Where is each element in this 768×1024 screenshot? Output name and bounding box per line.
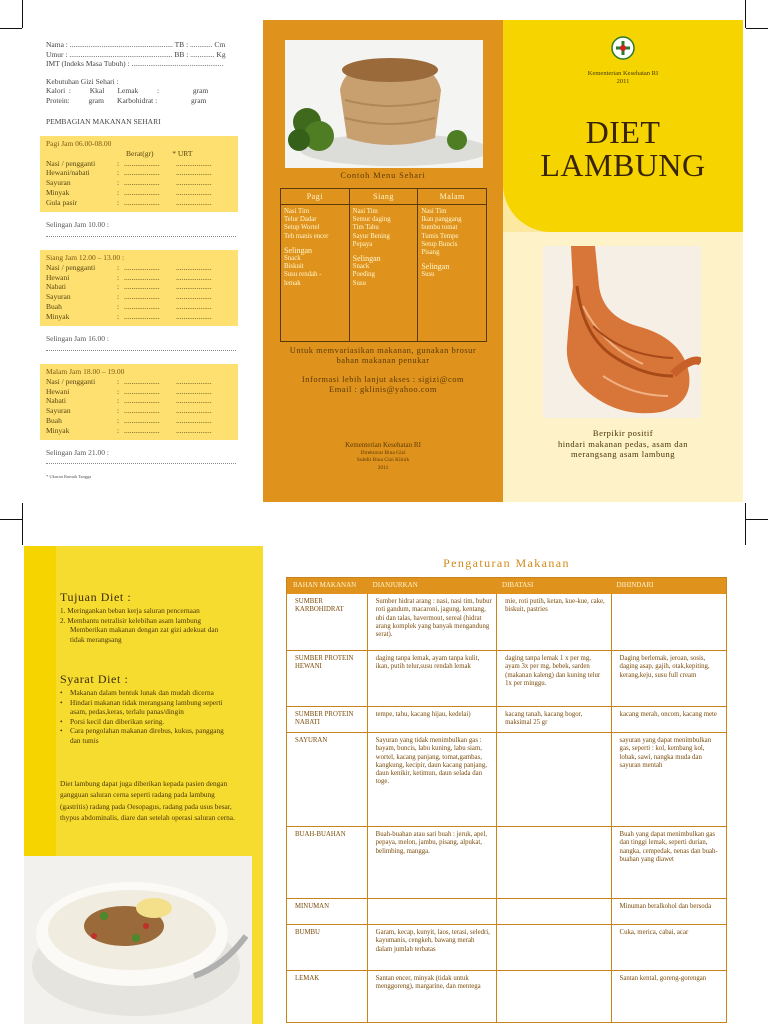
cover-title [503,116,743,182]
form-item-colon: : [116,158,120,168]
form-item-weight: ................... [124,301,160,311]
form-item-colon: : [116,376,120,386]
syarat-item-text: Hindari makanan tidak merangsang lambung seperti asam, pedas,keras, terlalu panas/dingin [70,697,223,717]
table-cell: Minuman beralkohol dan bersoda [611,899,726,924]
food-rules-table [286,577,727,1023]
table-cell: SUMBER KARBOHIDRAT [295,598,344,614]
variation-note: Untuk memvariasikan makanan, gunakan brosur bahan makanan penukar [289,345,477,365]
form-item-weight: ................... [124,168,160,178]
menu-table-header [281,189,486,205]
syarat-list [60,688,236,746]
bullet-icon: • [60,688,63,697]
menu-item: Snack [352,263,370,271]
breakfast-title: Pagi Jam 06.00-08.00 [46,139,112,148]
sample-menu-table [280,188,487,342]
menu-item: Setup Wortel [284,224,320,232]
form-item-row [46,387,232,397]
dinner-block [40,364,238,440]
form-item-label: Minyak [46,425,70,435]
menu-item: Teh manis encer [284,232,329,240]
menu-item: Snack [284,255,301,263]
tujuan-list [60,606,232,644]
menu-item: Nasi Tim [284,208,310,215]
lunch-block [40,250,238,326]
dotted-line [46,350,236,351]
form-item-colon: : [116,396,120,406]
form-item-weight: ................... [124,197,160,207]
form-item-row [46,426,232,436]
table-cell: daging tanpa lemak, ayam tanpa kulit, ikan, putih telur,susu rendah lemak [367,651,496,706]
form-item-urt: ................... [176,187,212,197]
snack-21-label: Selingan Jam 21.00 : [46,448,109,457]
table-row [287,970,726,1022]
selingan-label: Selingan [421,262,450,272]
protein-row: Protein: gram Karbohidrat : gram [46,95,207,105]
table-cell: Garam, kecap, kunyit, laos, terasi, seledri, kayumanis, cengkeh, bawang merah dalam jumlah terbatas [367,925,496,970]
table-cell: BUMBU [295,929,320,936]
form-item-colon: : [116,272,120,282]
form-item-row [46,292,232,302]
form-item-label: Hewani [46,272,70,282]
bullet-icon: • [60,697,63,707]
table-cell [367,899,496,924]
form-item-weight: ................... [124,406,160,416]
menu-item: Pisang [421,249,440,257]
cover-title-line1: DIET [585,114,661,150]
form-item-colon: : [116,197,120,207]
publisher-footer [263,442,503,472]
dinner-title: Malam Jam 18.00 – 19.00 [46,367,125,376]
header-bahan: BAHAN MAKANAN [293,581,357,589]
form-item-weight: ................... [124,425,160,435]
cover-org [503,70,743,85]
form-item-weight: ................... [124,396,160,406]
form-item-weight: ................... [124,262,160,272]
form-item-label: Nabati [46,282,66,292]
form-item-row [46,159,232,169]
menu-item: Biskuit [284,263,304,271]
table-cell: SAYURAN [295,737,328,744]
form-item-row [46,168,232,178]
diet-info-panel [24,546,263,1024]
form-item-colon: : [116,415,120,425]
form-item-weight: ................... [124,178,160,188]
dotted-line [46,236,236,237]
form-item-urt: ................... [176,396,212,406]
snack-16-label: Selingan Jam 16.00 : [46,334,109,343]
form-item-label: Gula pasir [46,197,78,207]
cover-year: 2011 [616,77,630,85]
form-item-weight: ................... [124,376,160,386]
menu-item: Ikan panggang [421,216,462,224]
menu-item: Nasi Tim [421,208,447,215]
form-item-urt: ................... [176,168,212,178]
syarat-item-text: Cara pengolahan makanan direbus, kukus, panggang dan tumis [70,726,224,745]
form-item-urt: ................... [176,197,212,207]
table-cell: Buah-buahan atau sari buah : jeruk, apel, pepaya, melon, jambu, pisang, alpukat, belimbing, mangga. [367,827,496,898]
table-cell: Buah yang dapat menimbulkan gas dan tinggi lemak, seperti durian, nangka, cempedak, nenas dan buah-buahan yang diawet [611,827,726,898]
table-row [287,594,726,650]
syarat-item [60,698,236,717]
form-item-row [46,198,232,208]
age-field: Umur : ....................................................... BB : ............. Kg [46,49,226,59]
form-item-colon: : [116,178,120,188]
table-cell: SUMBER PROTEIN HEWANI [295,655,354,671]
menu-item: Susu [352,279,366,287]
name-field: Nama : ....................................................... TB : ............ Cm [46,40,226,49]
pengaturan-title: Pengaturan Makanan [443,556,570,570]
footnote: * Ukuran Rumah Tangga [46,474,92,479]
cover-tagline [503,428,743,460]
form-item-urt: ................... [176,178,212,188]
table-cell: mie, roti putih, ketan, kue-kue, cake, biskuit, pastries [496,594,610,650]
form-item-weight: ................... [124,415,160,425]
table-cell: Santan encer, minyak (tidak untuk menggoreng), margarine, dan mentega [367,971,496,1022]
dotted-line [46,463,236,464]
table-cell [496,733,610,826]
menu-header-pagi: Pagi [306,192,323,201]
form-item-row [46,263,232,273]
table-cell: tempe, tahu, kacang hijau, kedelai) [367,707,496,732]
breakfast-block [40,136,238,212]
form-item-colon: : [116,282,120,292]
form-item-row [46,188,232,198]
footer-org: Kementerian Kesehatan RI [345,441,421,449]
form-item-urt: ................... [176,425,212,435]
crop-mark [746,28,768,29]
tagline-2: hindari makanan pedas, asam dan [558,438,688,449]
menu-item: Susu rendah - [284,271,322,279]
cover-header [503,20,743,232]
menu-item: Tim Tahu [352,224,379,232]
form-item-colon: : [116,262,120,272]
menu-item: lemak [284,279,301,287]
weight-header: Berat(gr) * URT [126,148,193,158]
table-cell: daging tanpa lemak 1 x per mg, ayam 3x per mg, bebek, sarden (makanan kaleng) dan kuning telur 1x per minggu. [496,651,610,706]
menu-header-siang: Siang [349,189,418,204]
menu-item: Pepaya [352,240,373,248]
header-dianjurkan: DIANJURKAN [372,581,418,589]
table-cell: MINUMAN [295,903,329,910]
header-dibatasi: DIBATASI [502,581,534,589]
header-dihindari: DIHINDARI [616,581,654,589]
form-item-label: Hewani [46,386,70,396]
table-cell [496,899,610,924]
form-item-label: Buah [46,301,62,311]
form-item-colon: : [116,386,120,396]
table-cell: kacang merah, oncom, kacang mete [611,707,726,732]
porridge-photo [24,856,252,1024]
form-item-row [46,273,232,283]
syarat-item-text: Makanan dalam bentuk lunak dan mudah dicerna [70,688,214,697]
table-cell [611,594,726,650]
form-item-colon: : [116,292,120,302]
menu-col-pagi [281,205,349,341]
form-item-weight: ................... [124,272,160,282]
ministry-logo-icon [611,36,635,60]
cover-org-name: Kementerian Kesehatan RI [587,70,659,77]
form-item-urt: ................... [176,311,212,321]
table-cell [496,971,610,1022]
syarat-item [60,688,236,698]
patient-form [46,40,246,127]
table-cell: LEMAK [295,975,320,982]
table-cell [496,827,610,898]
bmi-field: IMT (Indeks Masa Tubuh) : ................................................. [46,59,224,68]
form-item-row [46,406,232,416]
menu-col-malam [417,205,486,341]
form-item-urt: ................... [176,406,212,416]
form-item-colon: : [116,168,120,178]
form-item-urt: ................... [176,292,212,302]
syarat-title: Syarat Diet : [60,672,129,686]
syarat-item-text: Porsi kecil dan diberikan sering. [70,716,165,726]
breakfast-items [46,159,232,208]
form-item-row [46,312,232,322]
footer-directorate: Direktorat Bina Gizi [360,449,406,456]
form-item-label: Nasi / pengganti [46,376,96,386]
cover-title-line2: LAMBUNG [540,147,706,183]
daily-division-title: PEMBAGIAN MAKANAN SEHARI [46,117,161,126]
form-item-row [46,396,232,406]
rice-dish-photo [285,40,483,168]
table-cell: SUMBER PROTEIN NABATI [295,711,354,727]
menu-item: Setup Buncis [421,240,458,248]
menu-item: Tumis Tempe [421,232,459,240]
syarat-item [60,717,236,727]
form-item-weight: ................... [124,187,160,197]
form-item-label: Nasi / pengganti [46,158,96,168]
form-item-label: Sayuran [46,406,71,416]
form-item-label: Nabati [46,396,66,406]
selingan-label: Selingan [284,245,312,255]
menu-item: Sayur Bening [352,232,390,240]
table-cell: sayuran yang dapat menimbulkan gas, seperti : kol, kembang kol, lobak, sawi, nangka muda dan sayuran mentah [611,733,726,826]
snack-10-label: Selingan Jam 10.00 : [46,220,109,229]
table-cell: kacang tanah, kacang bogor, maksimal 25 gr [496,707,610,732]
table-cell: BUAH-BUAHAN [295,831,346,838]
form-item-weight: ................... [124,158,160,168]
table-cell [496,925,610,970]
crop-mark [0,28,22,29]
table-row [287,898,726,924]
form-item-label: Hewani/nabati [46,168,90,178]
crop-mark [22,503,23,545]
needs-title: Kebutuhan Gizi Sehari : [46,76,119,86]
table-cell: Daging berlemak, jeroan, sosis, daging asap, gajih, otak,kepiting, kerang,keju, susu full cream [611,651,726,706]
menu-title: Contoh Menu Sehari [340,170,426,180]
form-item-colon: : [116,301,120,311]
crop-mark [746,519,768,520]
form-item-colon: : [116,425,120,435]
dinner-items [46,377,232,436]
form-item-row [46,178,232,188]
menu-item: Semur daging [352,216,391,224]
form-item-urt: ................... [176,301,212,311]
menu-item: Poeding [352,271,375,279]
menu-item: Nasi Tim [352,208,378,215]
form-item-label: Nasi / pengganti [46,262,96,272]
form-item-urt: ................... [176,158,212,168]
table-row [287,826,726,898]
info-line: Informasi lebih lanjut akses : sigizi@com [301,374,465,384]
form-item-label: Sayuran [46,292,71,302]
form-item-row [46,282,232,292]
form-item-colon: : [116,406,120,416]
tujuan-item: 2. Membantu netralisir kelebihan asam lambung Memberikan makanan dengan zat gizi adekuat dan tidak merangsang [60,615,219,644]
cover-panel [503,20,743,502]
form-item-urt: ................... [176,282,212,292]
table-cell: Sumber hidrat arang : nasi, nasi tim, bubur roti gandum, macaroni, jagung, kentang, ubi dan talas, havermout, sereal (hidrat arang komplek yang banyak mengandung serat). [367,594,496,650]
form-item-weight: ................... [124,292,160,302]
form-item-weight: ................... [124,386,160,396]
crop-mark [22,0,23,28]
form-item-urt: ................... [176,272,212,282]
form-item-colon: : [116,187,120,197]
table-cell: Sayuran yang tidak menimbulkan gas : bayam, buncis, labu kuning, labu siam, wortel, kacang panjang, tomat,gambas, kangkung, kecipir, daun kacang panjang, daun kenikir, ketimun, daun selada dan toge. [367,733,496,826]
footer-year: 2011 [377,464,389,471]
form-item-urt: ................... [176,415,212,425]
bullet-icon: • [60,716,63,726]
food-rules-header [287,578,726,594]
crop-mark [745,503,746,545]
form-item-weight: ................... [124,282,160,292]
lunch-title: Siang Jam 12.00 – 13.00 : [46,253,125,262]
diet-paragraph: Diet lambung dapat juga diberikan kepada pasien dengan gangguan saluran cerna seperti radang pada lambung (gastritis) radang pada Oesopagus, radang pada usus besar, thypus abdominalis, diare dan setelah operasi saluran cerna. [60,779,235,822]
menu-item: Telur Dadar [284,216,317,224]
table-cell: Cuka, merica, cabai, acar [611,925,726,970]
tagline-3: merangsang asam lambung [570,449,676,459]
table-row [287,706,726,732]
tagline-1: Berpikir positif [592,428,654,438]
form-item-row [46,416,232,426]
menu-header-malam: Malam [417,189,486,204]
stomach-illustration [543,246,701,418]
form-item-label: Sayuran [46,178,71,188]
form-item-label: Buah [46,415,62,425]
form-item-urt: ................... [176,386,212,396]
table-row [287,732,726,826]
menu-item: bumbu tomat [421,224,458,232]
email-line: Email : gklinis@yahoo.com [329,384,437,394]
lunch-items [46,263,232,322]
tujuan-item: 1. Meringankan beban kerja saluran pencernaan [60,606,200,615]
syarat-item [60,726,236,745]
form-item-row [46,377,232,387]
form-item-weight: ................... [124,311,160,321]
table-row [287,924,726,970]
crop-mark [745,0,746,28]
cover-body [503,232,743,502]
calorie-row: Kalori : Kkal Lemak : gram [46,86,209,95]
table-cell: Santan kental, goreng-gorengan [611,971,726,1022]
menu-panel [263,20,503,502]
form-item-colon: : [116,311,120,321]
form-item-label: Minyak [46,311,70,321]
form-item-urt: ................... [176,262,212,272]
table-row [287,650,726,706]
footer-subdit: Subdit Bina Gizi Klinik [356,457,410,464]
menu-item: Susu [421,271,435,279]
tujuan-title: Tujuan Diet : [60,590,132,604]
form-item-row [46,302,232,312]
form-item-label: Minyak [46,187,70,197]
bullet-icon: • [60,726,63,736]
selingan-label: Selingan [352,254,381,264]
crop-mark [0,519,22,520]
form-item-urt: ................... [176,376,212,386]
menu-col-siang [349,205,418,341]
